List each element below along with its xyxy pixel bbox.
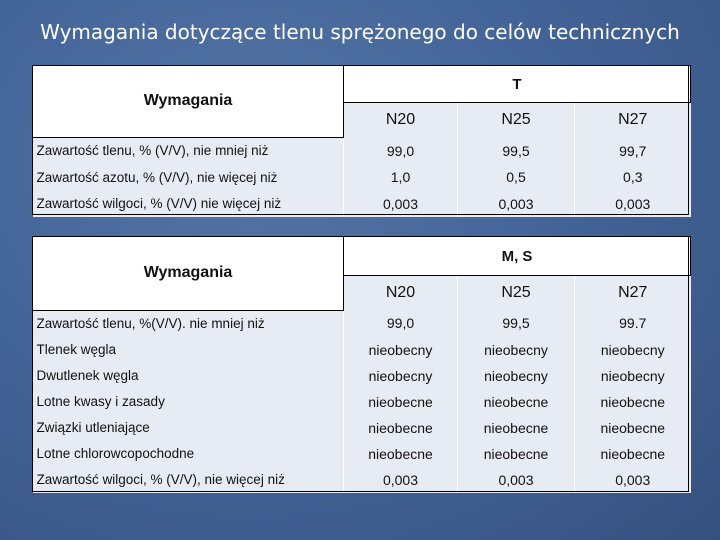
table-row bbox=[33, 191, 691, 218]
cell-value: nieobecny bbox=[458, 363, 575, 389]
cell-value: nieobecny bbox=[458, 337, 575, 363]
cell-value: 0,003 bbox=[458, 191, 575, 218]
cell-value: 99.7 bbox=[575, 310, 691, 337]
table-row bbox=[33, 467, 691, 493]
cell-value: 99,5 bbox=[458, 137, 575, 164]
table-row bbox=[33, 310, 691, 337]
requirements-table-ms bbox=[32, 236, 691, 493]
requirements-header: Wymagania bbox=[33, 66, 344, 138]
row-label: Lotne chlorowcopochodne bbox=[33, 441, 344, 467]
cell-value: nieobecne bbox=[575, 389, 691, 415]
cell-value: 99,0 bbox=[344, 137, 458, 164]
cell-value: 0,5 bbox=[458, 164, 575, 191]
table-row bbox=[33, 337, 691, 363]
cell-value: nieobecne bbox=[575, 441, 691, 467]
table-t bbox=[32, 65, 690, 217]
row-label: Związki utleniające bbox=[33, 415, 344, 441]
table-row bbox=[33, 441, 691, 467]
cell-value: nieobecne bbox=[344, 415, 458, 441]
col-header: N27 bbox=[575, 276, 691, 311]
table-row bbox=[33, 415, 691, 441]
cell-value: 99,5 bbox=[458, 310, 575, 337]
cell-value: 0,003 bbox=[344, 467, 458, 493]
row-label: Zawartość wilgoci, % (V/V) nie więcej niż bbox=[33, 191, 344, 218]
row-label: Dwutlenek węgla bbox=[33, 363, 344, 389]
cell-value: 0,003 bbox=[575, 191, 691, 218]
cell-value: 0,3 bbox=[575, 164, 691, 191]
cell-value: nieobecny bbox=[344, 337, 458, 363]
table-row bbox=[33, 389, 691, 415]
col-header: N25 bbox=[458, 276, 575, 311]
requirements-header: Wymagania bbox=[33, 237, 344, 311]
cell-value: 1,0 bbox=[344, 164, 458, 191]
cell-value: nieobecne bbox=[458, 415, 575, 441]
table-ms bbox=[32, 236, 690, 493]
slide-title: Wymagania dotyczące tlenu sprężonego do celów technicznych bbox=[40, 20, 680, 44]
row-label: Tlenek węgla bbox=[33, 337, 344, 363]
cell-value: nieobecne bbox=[458, 441, 575, 467]
cell-value: nieobecny bbox=[575, 363, 691, 389]
group-header: M, S bbox=[344, 237, 691, 276]
cell-value: nieobecny bbox=[575, 337, 691, 363]
cell-value: nieobecne bbox=[344, 441, 458, 467]
col-header: N25 bbox=[458, 103, 575, 138]
col-header: N20 bbox=[344, 103, 458, 138]
table-row bbox=[33, 363, 691, 389]
row-label: Zawartość azotu, % (V/V), nie więcej niż bbox=[33, 164, 344, 191]
cell-value: nieobecne bbox=[458, 389, 575, 415]
table-row bbox=[33, 164, 691, 191]
row-label: Zawartość tlenu, %(V/V). nie mniej niż bbox=[33, 310, 344, 337]
row-label: Zawartość tlenu, % (V/V), nie mniej niż bbox=[33, 137, 344, 164]
cell-value: 0,003 bbox=[575, 467, 691, 493]
cell-value: nieobecne bbox=[575, 415, 691, 441]
col-header: N20 bbox=[344, 276, 458, 311]
cell-value: 99,7 bbox=[575, 137, 691, 164]
cell-value: nieobecny bbox=[344, 363, 458, 389]
cell-value: 99,0 bbox=[344, 310, 458, 337]
table-row bbox=[33, 137, 691, 164]
cell-value: 0,003 bbox=[344, 191, 458, 218]
col-header: N27 bbox=[575, 103, 691, 138]
cell-value: 0,003 bbox=[458, 467, 575, 493]
group-header: T bbox=[344, 66, 691, 103]
requirements-table-t bbox=[32, 65, 691, 217]
cell-value: nieobecne bbox=[344, 389, 458, 415]
row-label: Lotne kwasy i zasady bbox=[33, 389, 344, 415]
row-label: Zawartość wilgoci, % (V/V), nie więcej niż bbox=[33, 467, 344, 493]
